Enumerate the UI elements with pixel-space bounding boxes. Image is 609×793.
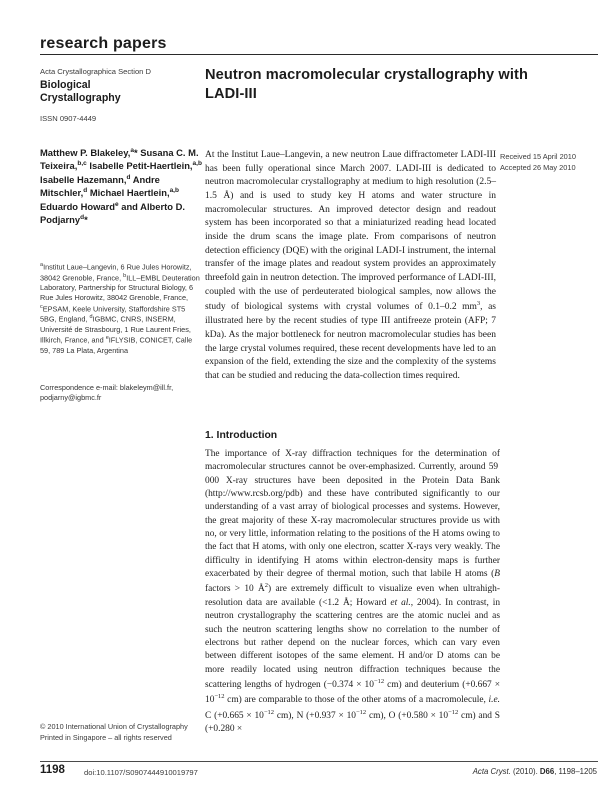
copyright-line1: © 2010 International Union of Crystallography <box>40 722 188 731</box>
section-heading-introduction: 1. Introduction <box>205 430 278 441</box>
footer-rule <box>40 761 598 762</box>
authors-list: Matthew P. Blakeley,$^a$* Susana C. M. Teixeira,$^{b,c}$ Isabelle Petit-Haertlein,$^{a,b}$ Isabelle Hazemann,$^d$ Andre Mitschler,$^d$ Michael Haertlein,$^{a,b}$ Eduardo Howard$^e$ and Alberto D. Podjarny$^d$* <box>40 147 202 226</box>
received-date: Received 15 April 2010 <box>500 152 577 161</box>
footer-doi: doi:10.1107/S0907444910019797 <box>84 768 198 777</box>
accepted-date: Accepted 26 May 2010 <box>500 163 576 173</box>
affiliations: $^a$Institut Laue–Langevin, 6 Rue Jules Horowitz, 38042 Grenoble, France, $^b$ILL–EMBL Deuteration Laboratory, Partnership for Structural Biology, 6 Rue Jules Horowitz, 38042 Grenoble, France, $^c$EPSAM, Keele University, Staffordshire ST5 5BG, England, $^d$IGBMC, CNRS, INSERM, Université de Strasbourg, 1 Rue Laurent Fries, Illkirch, France, and $^e$IFLYSIB, CONICET, Calle 59, 789 La Plata, Argentina <box>40 262 200 355</box>
abstract-text: At the Institut Laue–Langevin, a new neutron Laue diffractometer LADI-III has been fully operational since March 2007. LADI-III is dedicated to neutron macromolecular crystallography at medium to high resolution (2.5–1.5 Å) and is used to study key H atoms and water structure in macromolecular structures. An improved detector design and readout system has been incorporated so that a miniaturized reading head located inside the drum scans the image plate. From comparisons of neutron detection efficiency (DQE) with the original LADI-I instrument, the internal transfer of the image plates and readout system provides an approximately threefold gain in neutron detection. The improved performance of LADI-III, coupled with the use of perdeuterated biological samples, now allows the study of biological systems with crystal volumes of 0.1–0.2 $mm^3$, as illustrated here by the recent studies of type III antifreeze protein (AFP; 7 kDa). As the major bottleneck for neutron macromolecular studies has been the large crystal volumes required, these recent developments have led to an expansion of the field, extending the size and the complexity of the systems that can be studied and reducing the data-collection times required. <box>205 150 496 381</box>
journal-info-block <box>40 67 198 123</box>
journal-series: Acta Crystallographica Section D <box>40 67 152 76</box>
correspondence-email: Correspondence e-mail: blakeleym@ill.fr, podjarny@igbmc.fr <box>40 383 174 403</box>
footer-page-number: 1198 <box>40 764 65 776</box>
journal-issn: ISSN 0907-4449 <box>40 113 97 123</box>
footer-citation: Acta Cryst. (2010). D66, 1198–1205 <box>472 767 597 776</box>
journal-name-line2: Crystallography <box>40 91 121 104</box>
header-rule <box>40 54 598 55</box>
page-header-section-label: research papers <box>40 35 167 52</box>
article-title: Neutron macromolecular crystallography with LADI-III <box>205 67 529 102</box>
copyright-line2: Printed in Singapore – all rights reserved <box>40 732 172 742</box>
copyright-block <box>40 722 220 744</box>
journal-name-line1: Biological <box>40 79 91 91</box>
received-accepted-block <box>500 151 600 174</box>
introduction-paragraph: The importance of X-ray diffraction techniques for the determination of macromolecular structures cannot be over-emphasized. Currently, around 59 000 X-ray structures have been deposited in the Protein Data Bank (http://www.rcsb.org/pdb) and these have contributed significantly to our understanding of a vast array of biological processes and systems. However, the great majority of these X-ray macromolecular structures provide us with no, or very little, information relating to the positions of the H atoms owing to the fact that H atoms, with only one electron, scatter X-rays very weakly. The difficulty in identifying H atoms within electron-density maps is further exacerbated by their degree of thermal motion, such that labile H atoms (B factors > 10 $Å^2$) are extremely difficult to visualize even when ultrahigh-resolution data are available (<1.2 Å; Howard et al., 2004). In contrast, in neutron crystallography the scattering centres are the atomic nuclei and as such the neutron scattering lengths show no correlation to the number of electrons but rather depend on the nuclear forces, which can vary even between different isotopes of the same element. H and/or D atoms can be more readily located using neutron diffraction techniques because the scattering lengths of hydrogen ($-0.374 \times 10^{-12}$ cm) and deuterium ($+0.667 \times 10^{-12}$ cm) are comparable to those of the other atoms of a macromolecule, i.e. C ($+0.665 \times 10^{-12}$ cm), N ($+0.937 \times 10^{-12}$ cm), O ($+0.580 \times 10^{-12}$ cm) and S (+0.280 × <box>205 449 500 735</box>
